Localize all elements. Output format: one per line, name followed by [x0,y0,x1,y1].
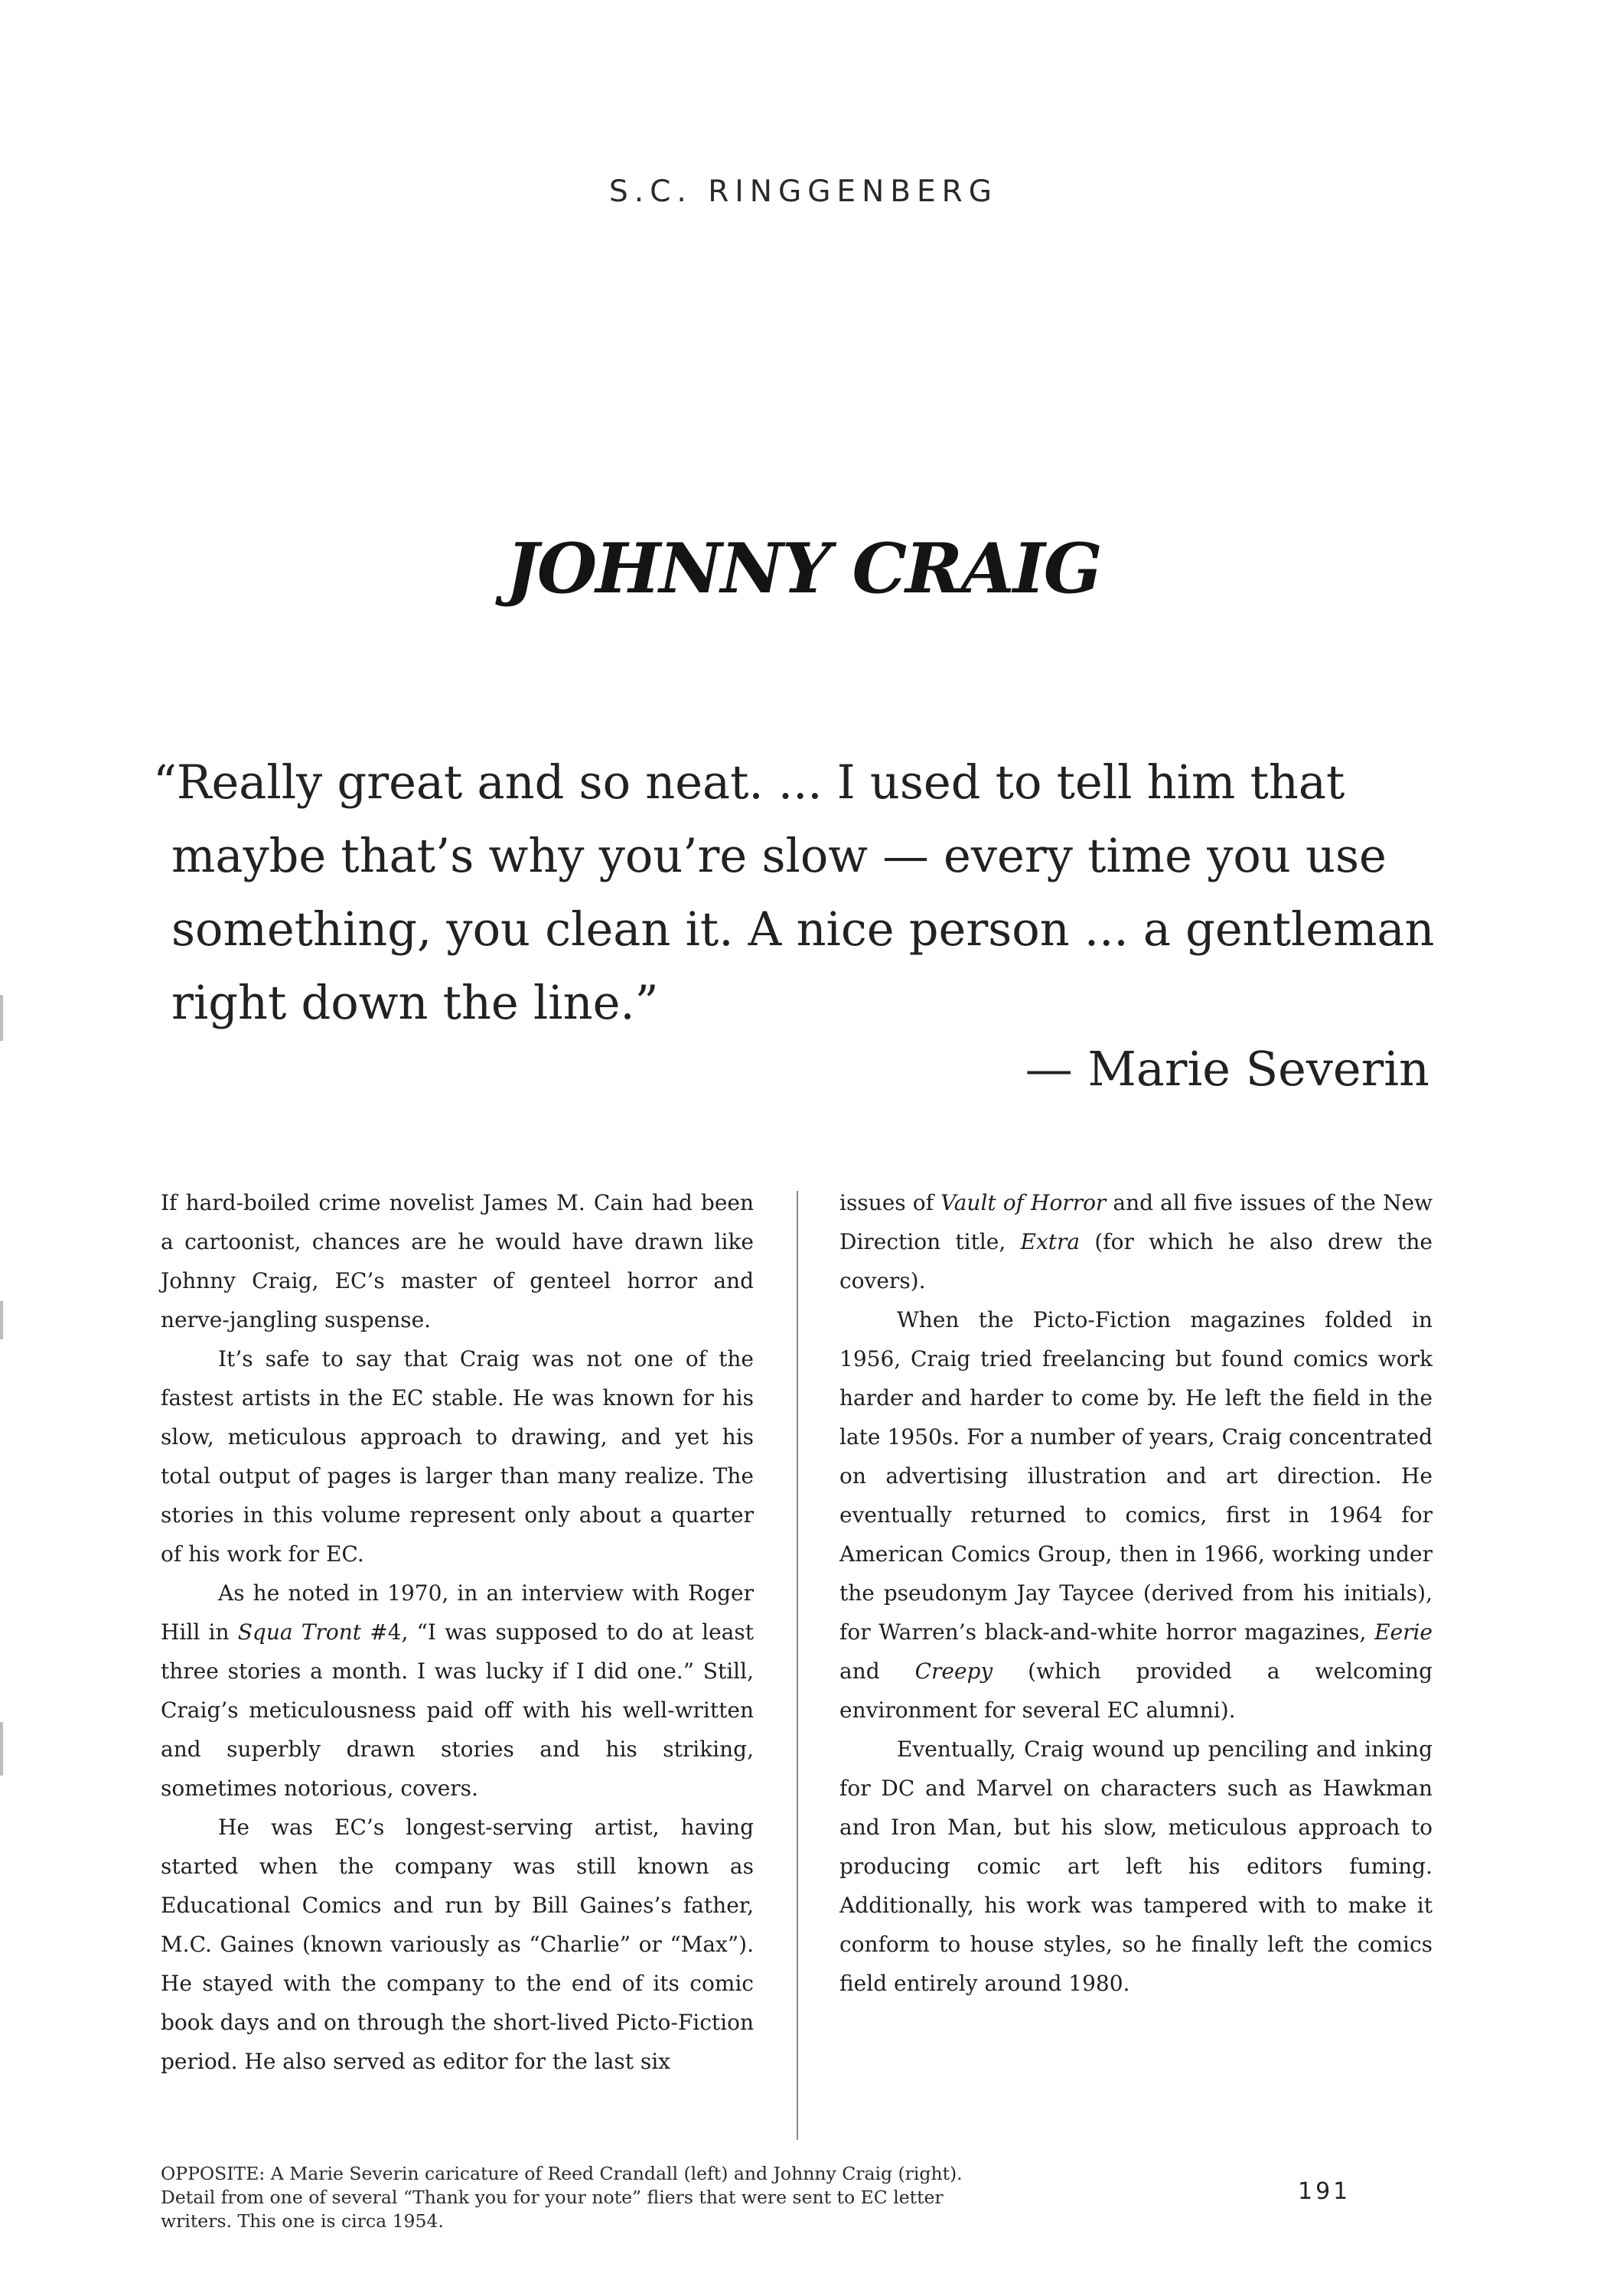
text-run: #4, “I was supposed to do at least three stories a month. I was lucky if I did one.” Still, Craig’s meticulousness paid off with his well-written and superbly drawn stories and his striking, sometimes notorious, covers. [161,1619,754,1801]
article-title: JOHNNY CRAIG [506,528,1101,609]
magazine-title-italic: Vault of Horror [940,1190,1107,1215]
page-edge-mark [0,1722,3,1776]
magazine-title-italic: Squa Tront [237,1619,361,1645]
paragraph [839,1183,1433,1300]
body-column-right [839,1183,1433,2003]
epigraph-quote [153,746,1439,1040]
body-column-left [161,1183,754,2081]
text-run: (for which he also drew the covers). [839,1229,1433,1293]
text-run: As he noted in 1970, in an interview with Roger Hill in [161,1580,754,1645]
caption-line: OPPOSITE: A Marie Severin caricature of Reed Crandall (left) and Johnny Craig (right). [161,2163,963,2184]
text-run: and [839,1658,915,1684]
text-run: When the Picto-Fiction magazines folded in 1956, Craig tried freelancing but found comics work harder and harder to come by. He left the field in the late 1950s. For a number of years, Craig concentrated on advertising illustration and art direction. He eventually returned to comics, first in 1964 for American Comics Group, then in 1966, working under the pseudonym Jay Taycee (derived from his initials), for Warren’s black-and-white horror magazines, [839,1307,1433,1645]
paragraph: Eventually, Craig wound up penciling and inking for DC and Marvel on characters such as Hawkman and Iron Man, but his slow, meticulous approach to producing comic art left his editors fuming. Additionally, his work was tampered with to make it conform to house styles, so he finally left the comics field entirely around 1980. [839,1737,1433,1996]
paragraph: It’s safe to say that Craig was not one of the fastest artists in the EC stable. He was known for his slow, meticulous approach to drawing, and yet his total output of pages is larger than many realize. The stories in this volume represent only about a quarter of his work for EC. [161,1346,754,1567]
paragraph: He was EC’s longest-serving artist, having started when the company was still known as Educational Comics and run by Bill Gaines’s father, M.C. Gaines (known variously as “Charlie” or “Max”). He stayed with the company to the end of its comic book days and on through the short-lived Picto-Fiction period. He also served as editor for the last six [161,1815,754,2074]
magazine-title-italic: Eerie [1374,1619,1433,1645]
epigraph-line: maybe that’s why you’re slow — every time you use [171,830,1387,883]
paragraph [161,1574,754,1808]
magazine-title-italic: Creepy [914,1658,993,1684]
magazine-title-italic: Extra [1020,1229,1081,1254]
epigraph-line: “Really great and so neat. ... I used to tell him that [153,756,1345,810]
epigraph-line: right down the line.” [171,977,659,1030]
paragraph: If hard-boiled crime novelist James M. Cain had been a cartoonist, chances are he would have drawn like Johnny Craig, EC’s master of genteel horror and nerve-jangling suspense. [161,1190,754,1332]
epigraph-line: something, you clean it. A nice person ... a gentleman [171,903,1435,957]
text-run: issues of [839,1190,941,1215]
column-divider [797,1191,798,2140]
author-name: S.C. RINGGENBERG [609,174,998,209]
text-run: (which provided a welcoming environment for several EC alumni). [839,1658,1433,1723]
page-number: 191 [1298,2178,1351,2205]
epigraph-attribution: — Marie Severin [1025,1041,1429,1097]
text-run: and all five issues of the New Direction title, [839,1190,1433,1254]
page-edge-mark [0,1301,3,1339]
image-caption [161,2162,1041,2233]
page-edge-mark [0,995,3,1041]
caption-line: writers. This one is circa 1954. [161,2210,444,2232]
paragraph [839,1300,1433,1730]
caption-line: Detail from one of several “Thank you for your note” fliers that were sent to EC letter [161,2187,944,2208]
